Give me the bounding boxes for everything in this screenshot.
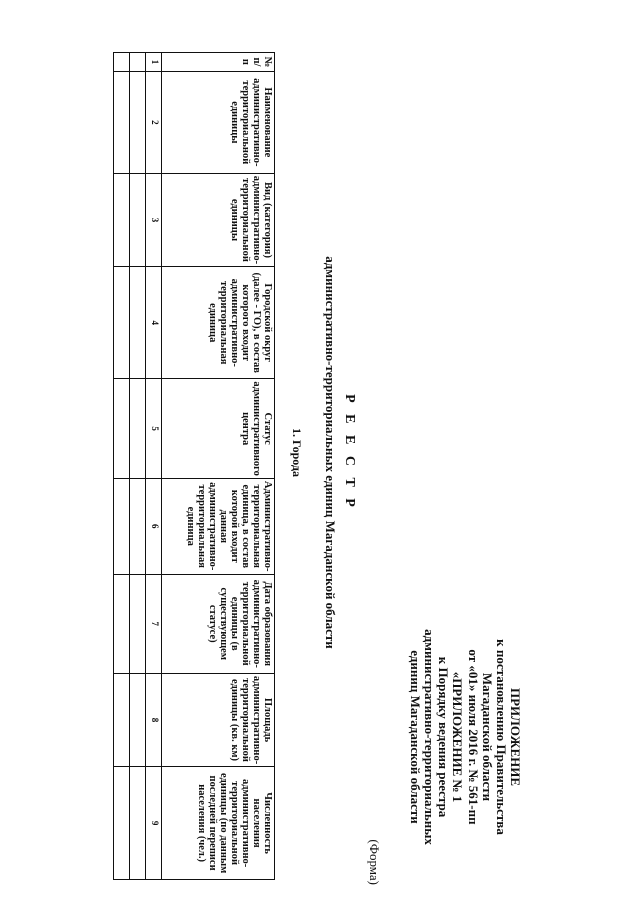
- table-cell: [114, 673, 130, 766]
- col-header-admin-center-status: Статус административного центра: [162, 379, 275, 479]
- annex-title: «ПРИЛОЖЕНИЕ № 1: [450, 671, 465, 803]
- col-header-area: Площадь административно-территориальной единицы (кв. км): [162, 673, 275, 766]
- column-number: 1: [146, 53, 162, 72]
- table-cell: [114, 71, 130, 173]
- appendix-title: ПРИЛОЖЕНИЕ: [508, 687, 523, 787]
- table-cell: [130, 53, 146, 72]
- table-cell: [114, 267, 130, 379]
- table-header-row: [162, 53, 275, 880]
- column-number: 2: [146, 71, 162, 173]
- table-cell: [114, 574, 130, 673]
- table-cell: [130, 71, 146, 173]
- col-header-population: Численность населения административно-территориальной единицы (по данным последней переписи населения (чел.): [162, 767, 275, 880]
- registry-title: Р Е Е С Т Р: [342, 394, 357, 511]
- column-number: 6: [146, 478, 162, 574]
- appendix-line-1: к постановлению Правительства: [494, 639, 509, 835]
- table-cell: [130, 379, 146, 479]
- table-cell: [130, 767, 146, 880]
- appendix-line-3: от «01» июля 2016 г. № 561-пп: [466, 649, 481, 825]
- column-number: 9: [146, 767, 162, 880]
- col-header-formation-date: Дата образования административно-территориальной единицы (в существующем статусе): [162, 574, 275, 673]
- table-row: [130, 53, 146, 880]
- col-header-parent-unit: Административно-территориальная единица, в состав которой входит данная административно-территориальная единица: [162, 478, 275, 574]
- table-cell: [114, 478, 130, 574]
- col-header-urban-district: Городской округ (далее - ГО), в состав которого входит административно-территориальная единица: [162, 267, 275, 379]
- registry-table: [113, 52, 275, 880]
- column-number: 5: [146, 379, 162, 479]
- appendix-header: [466, 607, 522, 867]
- form-label: (Форма): [367, 839, 382, 885]
- col-header-name: Наименование административно-территориальной единицы: [162, 71, 275, 173]
- table-cell: [130, 673, 146, 766]
- table-cell: [114, 379, 130, 479]
- table-cell: [114, 767, 130, 880]
- table-cell: [130, 267, 146, 379]
- table-cell: [114, 53, 130, 72]
- table-cell: [130, 574, 146, 673]
- appendix-line-2: Магаданской области: [480, 672, 495, 802]
- col-header-type: Вид (категория) административно-территориальной единицы: [162, 173, 275, 266]
- col-header-number: № п/п: [162, 53, 275, 72]
- annex-line-3: единиц Магаданской области: [408, 650, 423, 824]
- annex-line-1: к Порядку ведения реестра: [436, 656, 451, 818]
- table-cell: [130, 173, 146, 266]
- annex-line-2: административно-территориальных: [422, 629, 437, 845]
- table-cell: [130, 478, 146, 574]
- annex-header: [408, 587, 464, 887]
- table-cell: [114, 173, 130, 266]
- column-number-row: [146, 53, 162, 880]
- section-heading: 1. Города: [290, 428, 304, 477]
- column-number: 8: [146, 673, 162, 766]
- column-number: 4: [146, 267, 162, 379]
- column-number: 7: [146, 574, 162, 673]
- table-row: [114, 53, 130, 880]
- column-number: 3: [146, 173, 162, 266]
- registry-subtitle: административно-территориальных единиц Магаданской области: [323, 256, 338, 649]
